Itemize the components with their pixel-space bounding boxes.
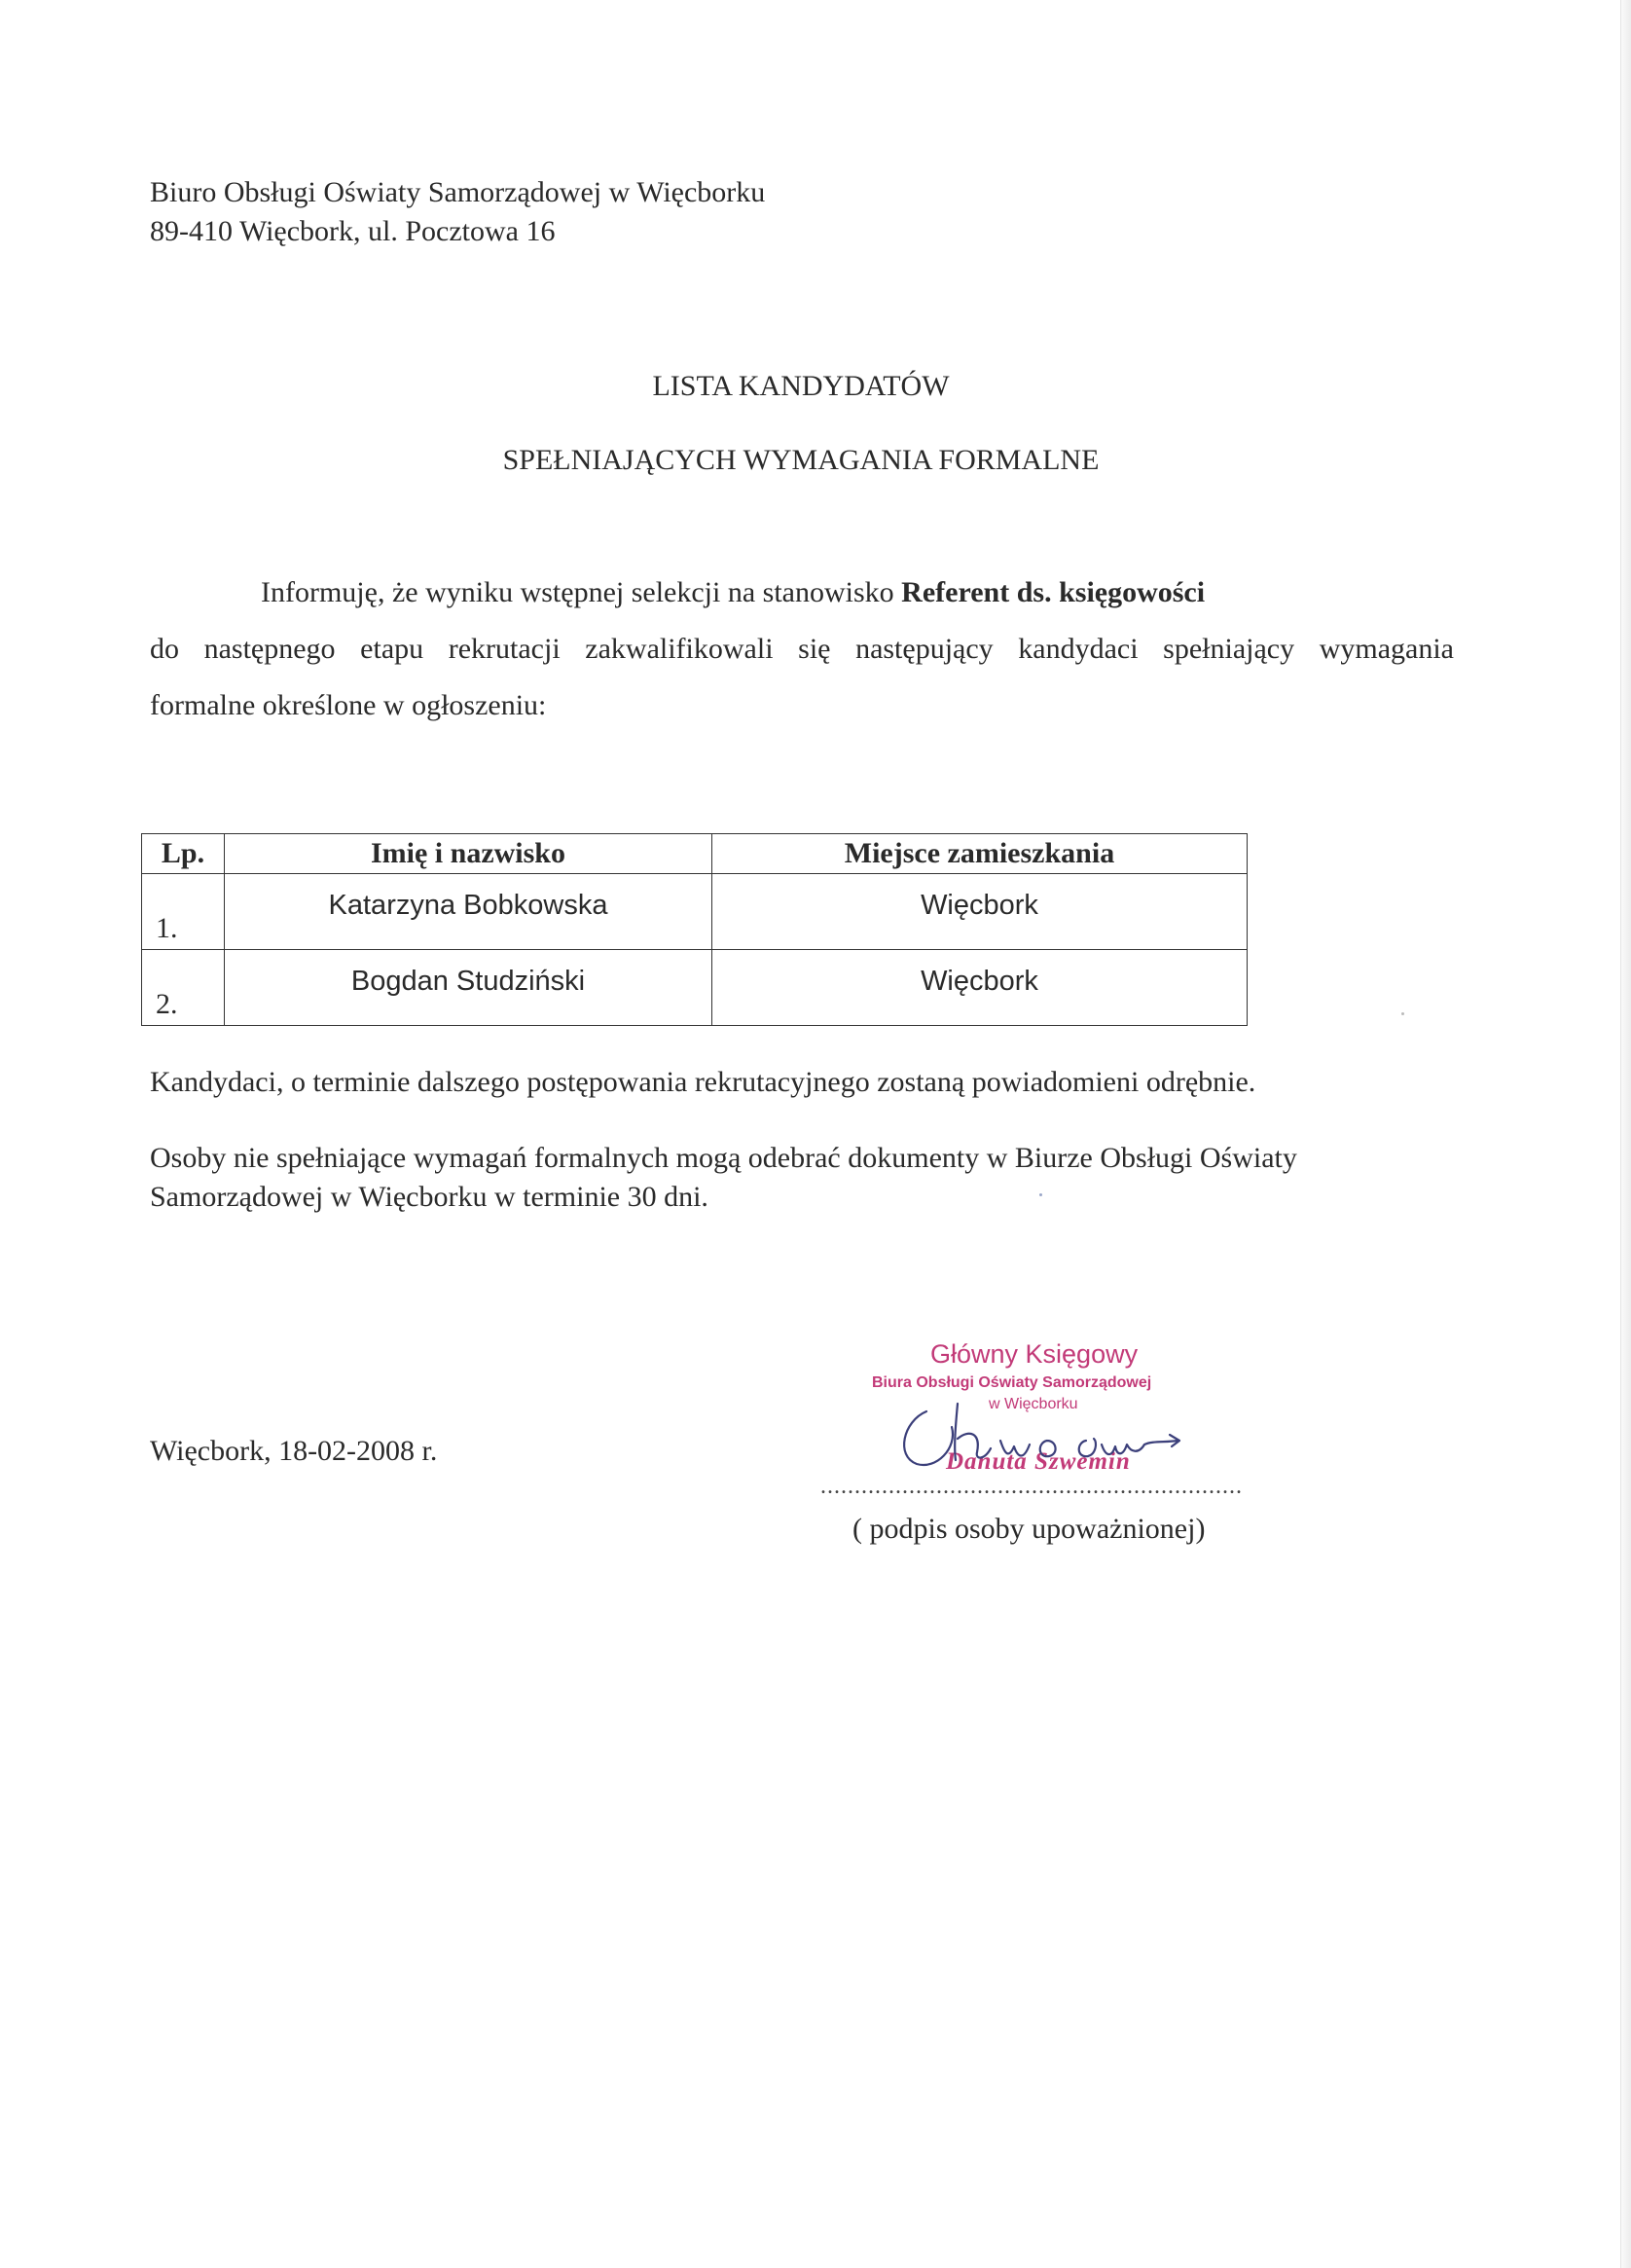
row-lp: 2. xyxy=(156,988,178,1020)
intro-line-3: formalne określone w ogłoszeniu: xyxy=(150,689,547,721)
handwritten-signature xyxy=(856,1332,1246,1487)
position-name: Referent ds. księgowości xyxy=(901,576,1206,608)
document-title: LISTA KANDYDATÓW xyxy=(652,370,950,402)
header-name: Imię i nazwisko xyxy=(225,834,712,874)
row-name: Bogdan Studziński xyxy=(350,966,586,997)
row-lp-cell xyxy=(142,874,225,950)
sender-name: Biuro Obsługi Oświaty Samorządowej w Więcborku xyxy=(150,176,766,208)
row-name-cell xyxy=(225,874,712,950)
intro-text: Informuję, że wyniku wstępnej selekcji na stanowisko xyxy=(261,576,902,608)
row-place-cell xyxy=(712,874,1248,950)
intro-line-1 xyxy=(261,576,1205,609)
page-edge xyxy=(1620,0,1631,2268)
place-and-date: Więcbork, 18-02-2008 r. xyxy=(150,1435,438,1467)
scan-speck xyxy=(1039,1193,1042,1196)
notice-paragraph-2 xyxy=(150,1139,1297,1217)
signature-caption: ( podpis osoby upoważnionej) xyxy=(852,1513,1206,1545)
notice-paragraph-2-line-1: Osoby nie spełniające wymagań formalnych mogą odebrać dokumenty w Biurze Obsługi Oświaty xyxy=(150,1142,1297,1174)
stamp-location: w Więcborku xyxy=(989,1396,1078,1412)
table-row xyxy=(142,874,1248,950)
candidates-table xyxy=(141,833,1248,1026)
stamp-title: Główny Księgowy xyxy=(930,1339,1139,1369)
stamp-person-name: Danuta Szwemin xyxy=(946,1448,1131,1475)
row-name-cell xyxy=(225,950,712,1026)
row-lp: 1. xyxy=(156,912,178,944)
document-subtitle: SPEŁNIAJĄCYCH WYMAGANIA FORMALNE xyxy=(502,444,1100,476)
intro-line-2: do następnego etapu rekrutacji zakwalifikowali się następujący kandydaci spełniający wymagania xyxy=(150,633,1454,665)
row-name: Katarzyna Bobkowska xyxy=(328,890,608,921)
row-lp-cell xyxy=(142,950,225,1026)
table-row xyxy=(142,950,1248,1026)
scan-speck xyxy=(1401,1012,1404,1015)
row-place: Więcbork xyxy=(921,890,1038,921)
sender-address xyxy=(150,173,765,251)
row-place: Więcbork xyxy=(921,966,1038,997)
header-lp: Lp. xyxy=(142,834,225,874)
official-stamp xyxy=(856,1332,1246,1487)
notice-paragraph-2-line-2: Samorządowej w Więcborku w terminie 30 dni. xyxy=(150,1181,708,1213)
table-header-row xyxy=(142,834,1248,874)
stamp-institution: Biura Obsługi Oświaty Samorządowej xyxy=(872,1374,1152,1391)
header-place: Miejsce zamieszkania xyxy=(712,834,1248,874)
notice-paragraph-1: Kandydaci, o terminie dalszego postępowania rekrutacyjnego zostaną powiadomieni odrębnie. xyxy=(150,1066,1256,1098)
signature-line: .............................................................. xyxy=(820,1474,1243,1499)
sender-street: 89-410 Więcbork, ul. Pocztowa 16 xyxy=(150,215,556,247)
row-place-cell xyxy=(712,950,1248,1026)
